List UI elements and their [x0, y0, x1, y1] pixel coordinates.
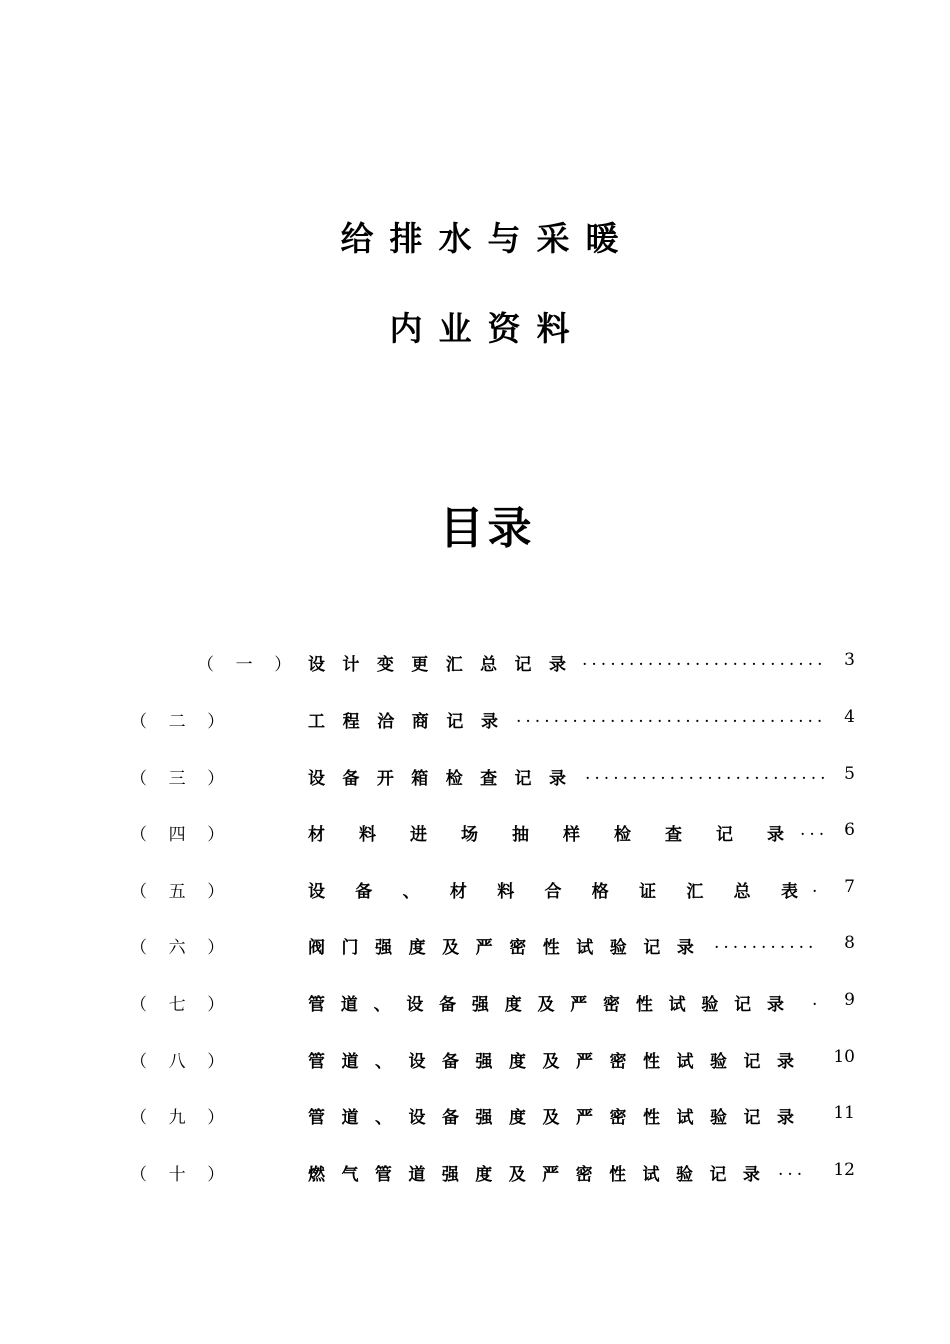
document-title-line1: 给排水与采暖 — [340, 219, 635, 258]
toc-page-number: 11 — [833, 1103, 855, 1123]
toc-leader-dots: .......................... — [582, 650, 827, 670]
toc-title: 燃 气 管 道 强 度 及 严 密 性 试 验 记 录 — [308, 1165, 760, 1185]
toc-number: （ 六 ） — [130, 938, 225, 958]
toc-title: 工 程 洽 商 记 录 — [308, 712, 498, 732]
toc-page-number: 4 — [844, 707, 855, 727]
toc-number: （ 八 ） — [130, 1052, 225, 1072]
toc-heading: 目录 — [439, 503, 536, 554]
toc-page-number: 12 — [833, 1160, 855, 1180]
toc-page-number: 6 — [844, 820, 855, 840]
toc-leader-dots: ........... — [714, 933, 818, 953]
toc-number: （ 七 ） — [130, 995, 225, 1015]
toc-title: 材 料 进 场 抽 样 检 查 记 录 — [308, 825, 784, 845]
toc-title: 阀 门 强 度 及 严 密 性 试 验 记 录 — [308, 938, 694, 958]
toc-row[interactable] — [0, 990, 950, 1020]
toc-number: （ 三 ） — [130, 769, 225, 789]
document-title-line2: 内业资料 — [389, 309, 586, 348]
toc-number: （ 一 ） — [197, 655, 292, 675]
toc-page-number: 7 — [844, 877, 855, 897]
toc-number: （ 四 ） — [130, 825, 225, 845]
toc-title: 管 道 、 设 备 强 度 及 严 密 性 试 验 记 录 — [308, 1052, 794, 1072]
toc-number: （ 十 ） — [130, 1165, 225, 1185]
toc-title: 设 计 变 更 汇 总 记 录 — [308, 655, 566, 675]
toc-row[interactable] — [0, 933, 950, 963]
toc-page-number: 10 — [833, 1047, 855, 1067]
toc-page-number: 8 — [844, 933, 855, 953]
toc-row[interactable] — [0, 1103, 950, 1133]
toc-leader-dots: .......................... — [585, 764, 830, 784]
toc-title: 管 道 、 设 备 强 度 及 严 密 性 试 验 记 录 — [308, 1108, 794, 1128]
toc-number: （ 九 ） — [130, 1108, 225, 1128]
toc-number: （ 二 ） — [130, 712, 225, 732]
toc-row[interactable] — [0, 877, 950, 907]
toc-row[interactable] — [0, 1047, 950, 1077]
toc-row[interactable] — [0, 1160, 950, 1190]
toc-row[interactable] — [0, 820, 950, 850]
toc-row[interactable] — [0, 764, 950, 794]
toc-page-number: 9 — [844, 990, 855, 1010]
toc-leader-dots: ... — [778, 1160, 807, 1180]
toc-title: 设 备 开 箱 检 查 记 录 — [308, 769, 566, 789]
toc-title: 设 备 、 材 料 合 格 证 汇 总 表 — [308, 882, 798, 902]
toc-page-number: 3 — [844, 650, 855, 670]
toc-row[interactable] — [0, 707, 950, 737]
toc-title: 管 道 、 设 备 强 度 及 严 密 性 试 验 记 录 — [308, 995, 784, 1015]
toc-leader-dots: . — [812, 877, 822, 897]
toc-number: （ 五 ） — [130, 882, 225, 902]
toc-row[interactable] — [0, 650, 950, 680]
toc-leader-dots: . — [812, 990, 822, 1010]
toc-leader-dots: ... — [800, 820, 829, 840]
toc-page-number: 5 — [844, 764, 855, 784]
toc-leader-dots: ................................. — [516, 707, 827, 727]
